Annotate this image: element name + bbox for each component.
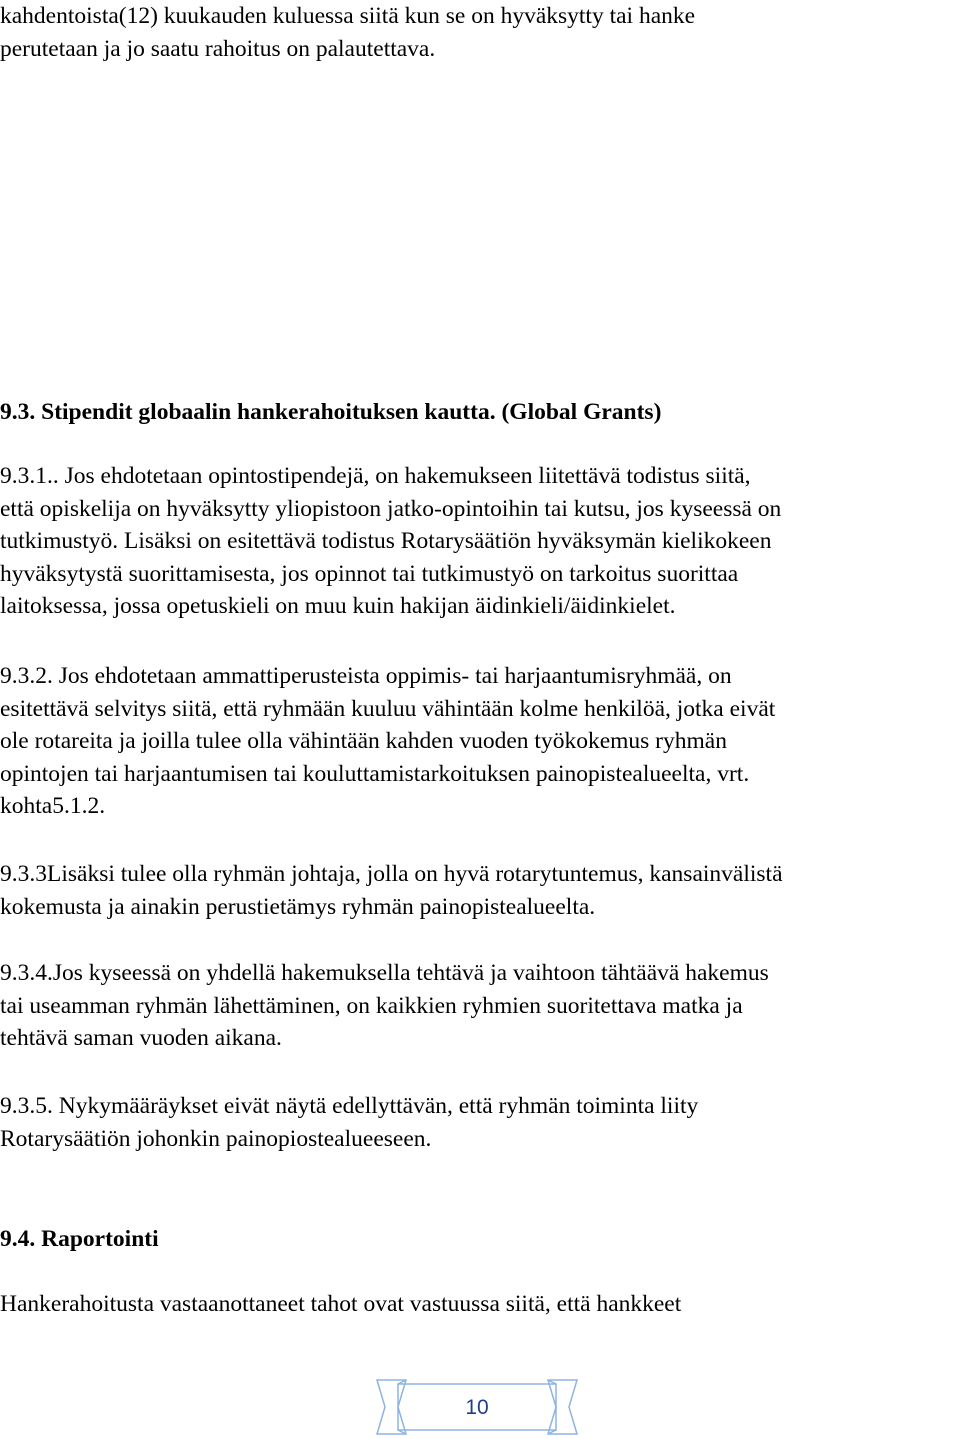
paragraph-9-3-1 bbox=[0, 460, 960, 623]
heading-text: 9.3. Stipendit globaalin hankerahoituksen kautta. (Global Grants) bbox=[0, 399, 662, 425]
heading-text: 9.4. Raportointi bbox=[0, 1226, 159, 1252]
text-line: tai useamman ryhmän lähettäminen, on kaikkien ryhmien suoritettava matka ja bbox=[0, 992, 743, 1019]
text-line: 9.3.2. Jos ehdotetaan ammattiperusteista oppimis- tai harjaantumisryhmää, on bbox=[0, 663, 732, 689]
text-line: 9.3.4.Jos kyseessä on yhdellä hakemuksella tehtävä ja vaihtoon tähtäävä hakemus bbox=[0, 960, 769, 986]
section-9-3-heading bbox=[0, 396, 960, 429]
text-line: ole rotareita ja joilla tulee olla vähintään kahden vuoden työkokemus ryhmän bbox=[0, 728, 727, 754]
text-line: kokemusta ja ainakin perustietämys ryhmän painopistealueelta. bbox=[0, 893, 596, 920]
text-line: tehtävä saman vuoden aikana. bbox=[0, 1025, 282, 1051]
text-line: Hankerahoitusta vastaanottaneet tahot ovat vastuussa siitä, että hankkeet bbox=[0, 1291, 682, 1317]
text-line: että opiskelija on hyväksytty yliopistoon jatko-opintoihin tai kutsu, jos kyseessä on bbox=[0, 495, 782, 522]
page-footer bbox=[376, 1378, 578, 1436]
paragraph-9-3-3 bbox=[0, 858, 960, 923]
text-line: 9.3.5. Nykymääräykset eivät näytä edellyttävän, että ryhmän toiminta liity bbox=[0, 1093, 699, 1119]
text-line: tutkimustyö. Lisäksi on esitettävä todistus Rotarysäätiön hyväksymän kielikokeen bbox=[0, 528, 772, 554]
paragraph-9-4 bbox=[0, 1288, 960, 1321]
text-line: esitettävä selvitys siitä, että ryhmään kuuluu vähintään kolme henkilöä, jotka eivät bbox=[0, 695, 776, 722]
page-number: 10 bbox=[465, 1396, 489, 1419]
paragraph-9-3-4 bbox=[0, 957, 960, 1055]
text-line: opintojen tai harjaantumisen tai kouluttamistarkoituksen painopistealueelta, vrt. bbox=[0, 760, 750, 787]
intro-continuation-paragraph bbox=[0, 0, 960, 65]
text-line: laitoksessa, jossa opetuskieli on muu kuin hakijan äidinkieli/äidinkielet. bbox=[0, 593, 676, 619]
text-line: kahdentoista(12) kuukauden kuluessa siitä kun se on hyväksytty tai hanke bbox=[0, 3, 696, 29]
text-line: Rotarysäätiön johonkin painopiostealueeseen. bbox=[0, 1125, 432, 1152]
paragraph-9-3-5 bbox=[0, 1090, 960, 1155]
text-line: 9.3.1.. Jos ehdotetaan opintostipendejä, on hakemukseen liitettävä todistus siitä, bbox=[0, 463, 751, 489]
section-9-4-heading bbox=[0, 1223, 960, 1256]
text-line: perutetaan ja jo saatu rahoitus on palautettava. bbox=[0, 35, 436, 62]
text-line: 9.3.3Lisäksi tulee olla ryhmän johtaja, jolla on hyvä rotarytuntemus, kansainvälistä bbox=[0, 861, 783, 887]
paragraph-9-3-2 bbox=[0, 660, 960, 823]
text-line: hyväksytystä suorittamisesta, jos opinnot tai tutkimustyö on tarkoitus suorittaa bbox=[0, 560, 739, 587]
text-line: kohta5.1.2. bbox=[0, 793, 106, 819]
